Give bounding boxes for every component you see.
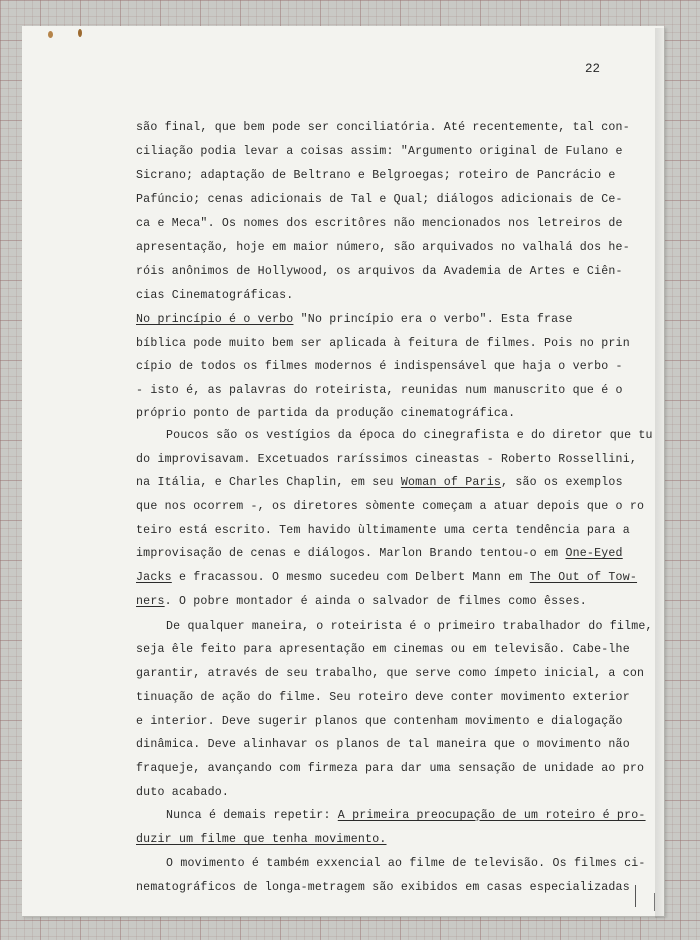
text-segment: Poucos são os vestígios da época do cinegrafista e do diretor que tu [166, 429, 653, 442]
text-line [136, 857, 646, 870]
text-segment: apresentação, hoje em maior número, são arquivados no valhalá dos he- [136, 241, 630, 254]
text-segment: improvisação de cenas e diálogos. Marlon Brando tentou-o em [136, 547, 566, 560]
underlined-text: The Out of Tow- [529, 571, 638, 584]
underlined-text: Jacks [136, 571, 172, 584]
text-segment: O movimento é também exxencial ao filme de televisão. Os filmes ci- [166, 857, 646, 870]
text-line [136, 786, 596, 799]
text-line [136, 429, 653, 442]
page-edge-shadow [655, 28, 669, 918]
stain-mark [48, 31, 53, 38]
text-segment: cias Cinematográficas. [136, 289, 294, 302]
text-segment: . O pobre montador é ainda o salvador de filmes como êsses. [164, 595, 587, 608]
text-line [136, 881, 630, 894]
text-line [136, 667, 645, 680]
text-segment: ca e Meca". Os nomes dos escritôres não mencionados nos letreiros de [136, 217, 623, 230]
text-segment: , são os exemplos [501, 476, 623, 489]
text-segment: nematográficos de longa-metragem são exibidos em casas especializadas [136, 881, 630, 894]
text-segment: ciliação podia levar a coisas assim: "Argumento original de Fulano e [136, 145, 623, 158]
text-segment: róis anônimos de Hollywood, os arquivos da Avademia de Artes e Ciên- [136, 265, 623, 278]
text-line [136, 833, 596, 846]
text-segment: teiro está escrito. Tem havido ùltimamente uma certa tendência para a [136, 524, 630, 537]
text-segment: De qualquer maneira, o roteirista é o primeiro trabalhador do filme, [166, 620, 653, 633]
text-segment: garantir, através de seu trabalho, que serve como ímpeto inicial, a con [136, 667, 645, 680]
text-line [136, 169, 616, 182]
text-line [136, 360, 623, 373]
text-line [136, 453, 638, 466]
text-line [136, 643, 630, 656]
text-segment: são final, que bem pode ser conciliatória. Até recentemente, tal con- [136, 121, 630, 134]
text-line [136, 524, 630, 537]
text-line [136, 571, 638, 584]
underlined-text: One-Eyed [565, 547, 623, 560]
text-segment: tinuação de ação do filme. Seu roteiro deve conter movimento exterior [136, 691, 630, 704]
text-line [136, 121, 630, 134]
text-line [136, 620, 653, 633]
text-segment: Pafúncio; cenas adicionais de Tal e Qual; diálogos adicionais de Ce- [136, 193, 623, 206]
text-line [136, 595, 596, 608]
text-line [136, 691, 630, 704]
underlined-text: No princípio é o verbo [136, 313, 294, 326]
text-line [136, 476, 623, 489]
text-line [136, 193, 623, 206]
underlined-text: A primeira preocupação de um roteiro é pro- [337, 809, 646, 822]
text-line [136, 241, 630, 254]
text-line [136, 313, 596, 326]
text-line [136, 715, 623, 728]
text-segment: cípio de todos os filmes modernos é indispensável que haja o verbo - [136, 360, 623, 373]
text-segment: do improvisavam. Excetuados raríssimos cineastas - Roberto Rossellini, [136, 453, 638, 466]
typewritten-page [22, 26, 664, 916]
text-segment: e interior. Deve sugerir planos que contenham movimento e dialogação [136, 715, 623, 728]
text-segment: e fracassou. O mesmo sucedeu com Delbert Mann em [171, 571, 530, 584]
text-line [136, 547, 623, 560]
text-line [136, 145, 623, 158]
text-segment: na Itália, e Charles Chaplin, em seu [136, 476, 401, 489]
text-line [136, 337, 630, 350]
text-segment: dinâmica. Deve alinhavar os planos de tal maneira que o movimento não [136, 738, 630, 751]
text-segment: duto acabado. [136, 786, 230, 799]
margin-mark [654, 893, 655, 911]
text-line [136, 217, 623, 230]
text-segment: Sicrano; adaptação de Beltrano e Belgroegas; roteiro de Pancrácio e [136, 169, 616, 182]
text-segment: seja êle feito para apresentação em cinemas ou em televisão. Cabe-lhe [136, 643, 630, 656]
page-number: 22 [585, 62, 601, 76]
text-segment: Nunca é demais repetir: [166, 809, 338, 822]
text-line [136, 265, 623, 278]
text-line [136, 809, 646, 822]
text-segment: próprio ponto de partida da produção cinematográfica. [136, 407, 516, 420]
text-segment: bíblica pode muito bem ser aplicada à feitura de filmes. Pois no prin [136, 337, 630, 350]
text-segment: - isto é, as palavras do roteirista, reunidas num manuscrito que é o [136, 384, 623, 397]
text-line [136, 289, 596, 302]
text-line [136, 407, 596, 420]
text-segment: fraqueje, avançando com firmeza para dar uma sensação de unidade ao pro [136, 762, 645, 775]
text-line [136, 500, 645, 513]
margin-mark [635, 885, 636, 907]
stain-mark [78, 29, 82, 37]
underlined-text: duzir um filme que tenha movimento. [136, 833, 387, 846]
text-line [136, 738, 630, 751]
text-line [136, 384, 623, 397]
text-line [136, 762, 645, 775]
text-segment: que nos ocorrem -, os diretores sòmente começam a atuar depois que o ro [136, 500, 645, 513]
underlined-text: ners [136, 595, 165, 608]
underlined-text: Woman of Paris [400, 476, 502, 489]
text-segment: "No princípio era o verbo". Esta frase [293, 313, 573, 326]
